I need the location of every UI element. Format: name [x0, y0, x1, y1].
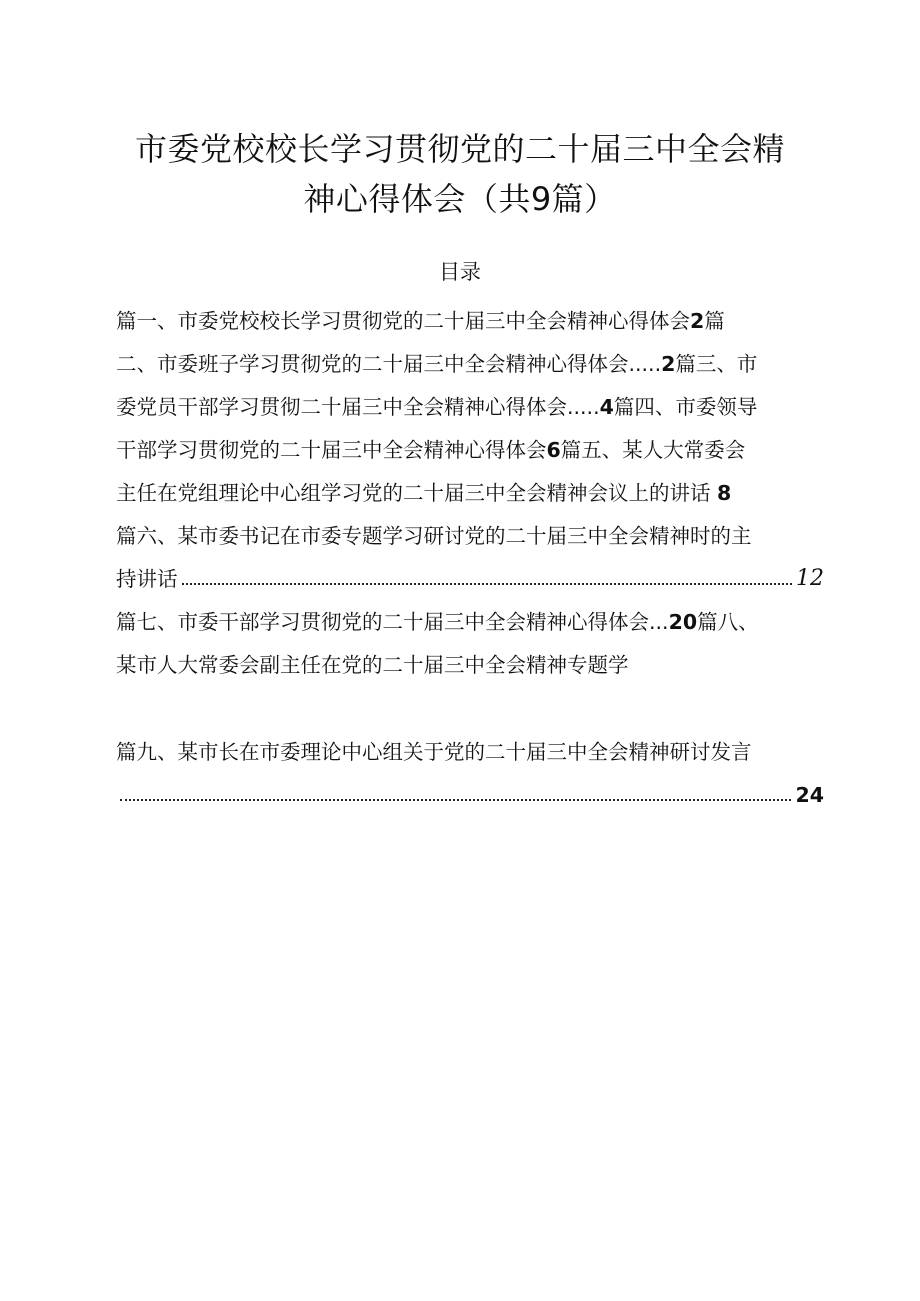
toc-entry-text: 委党员干部学习贯彻二十届三中全会精神心得体会	[116, 395, 567, 419]
toc-entry[interactable]	[116, 651, 836, 679]
toc-page-number: 20	[668, 610, 698, 634]
toc-entry[interactable]	[116, 393, 836, 421]
toc-entry[interactable]	[116, 350, 836, 378]
toc-entry[interactable]	[116, 565, 824, 593]
toc-entry-text: 篇六、某市委书记在市委专题学习研讨党的二十届三中全会精神时的主	[116, 524, 752, 548]
toc-entry-text: 持讲话	[116, 567, 178, 591]
toc-entry-continuation: 篇	[704, 309, 725, 333]
toc-page-number: 8	[717, 481, 732, 505]
document-title-line-2: 神心得体会（共9篇）	[303, 180, 617, 218]
toc-page-number: 2	[690, 309, 705, 333]
toc-dots: .....	[628, 352, 662, 376]
toc-page-number: 12	[796, 566, 824, 591]
toc-page-number: 2	[661, 352, 676, 376]
toc-entry-text: 某市人大常委会副主任在党的二十届三中全会精神专题学	[116, 653, 629, 677]
toc-entry-continuation: 篇八、	[697, 610, 759, 634]
toc-dots: ...	[649, 610, 669, 634]
toc-entry-text: 篇七、市委干部学习贯彻党的二十届三中全会精神心得体会	[116, 610, 649, 634]
toc-entry-text: 二、市委班子学习贯彻党的二十届三中全会精神心得体会	[116, 352, 629, 376]
toc-dots: .....	[567, 395, 600, 419]
toc-heading: 目录	[439, 260, 481, 284]
toc-entry[interactable]	[116, 781, 824, 809]
toc-entry-text: 篇九、某市长在市委理论中心组关于党的二十届三中全会精神研讨发言	[116, 740, 752, 764]
toc-entry[interactable]	[116, 522, 836, 550]
toc-dot-leader	[182, 582, 793, 585]
toc-entry-text: 干部学习贯彻党的二十届三中全会精神心得体会	[116, 438, 547, 462]
toc-entry[interactable]	[116, 608, 836, 636]
toc-page-number: 4	[599, 395, 614, 419]
toc-entry-continuation: 篇三、市	[675, 352, 758, 376]
toc-entry-text: 篇一、市委党校校长学习贯彻党的二十届三中全会精神心得体会	[116, 309, 690, 333]
toc-entry[interactable]	[116, 738, 836, 766]
toc-entry-continuation: 篇五、某人大常委会	[560, 438, 746, 462]
toc-page-number: 24	[795, 783, 824, 807]
toc-dot-leader	[120, 798, 791, 801]
document-title-line-1: 市委党校校长学习贯彻党的二十届三中全会精	[134, 130, 785, 168]
toc-entry[interactable]	[116, 436, 836, 464]
toc-entry[interactable]	[116, 479, 836, 507]
toc-entry[interactable]	[116, 307, 836, 335]
toc-entry-text: 主任在党组理论中心组学习党的二十届三中全会精神会议上的讲话	[116, 481, 718, 505]
toc-page-number: 6	[546, 438, 561, 462]
toc-entry-continuation: 篇四、市委领导	[613, 395, 758, 419]
